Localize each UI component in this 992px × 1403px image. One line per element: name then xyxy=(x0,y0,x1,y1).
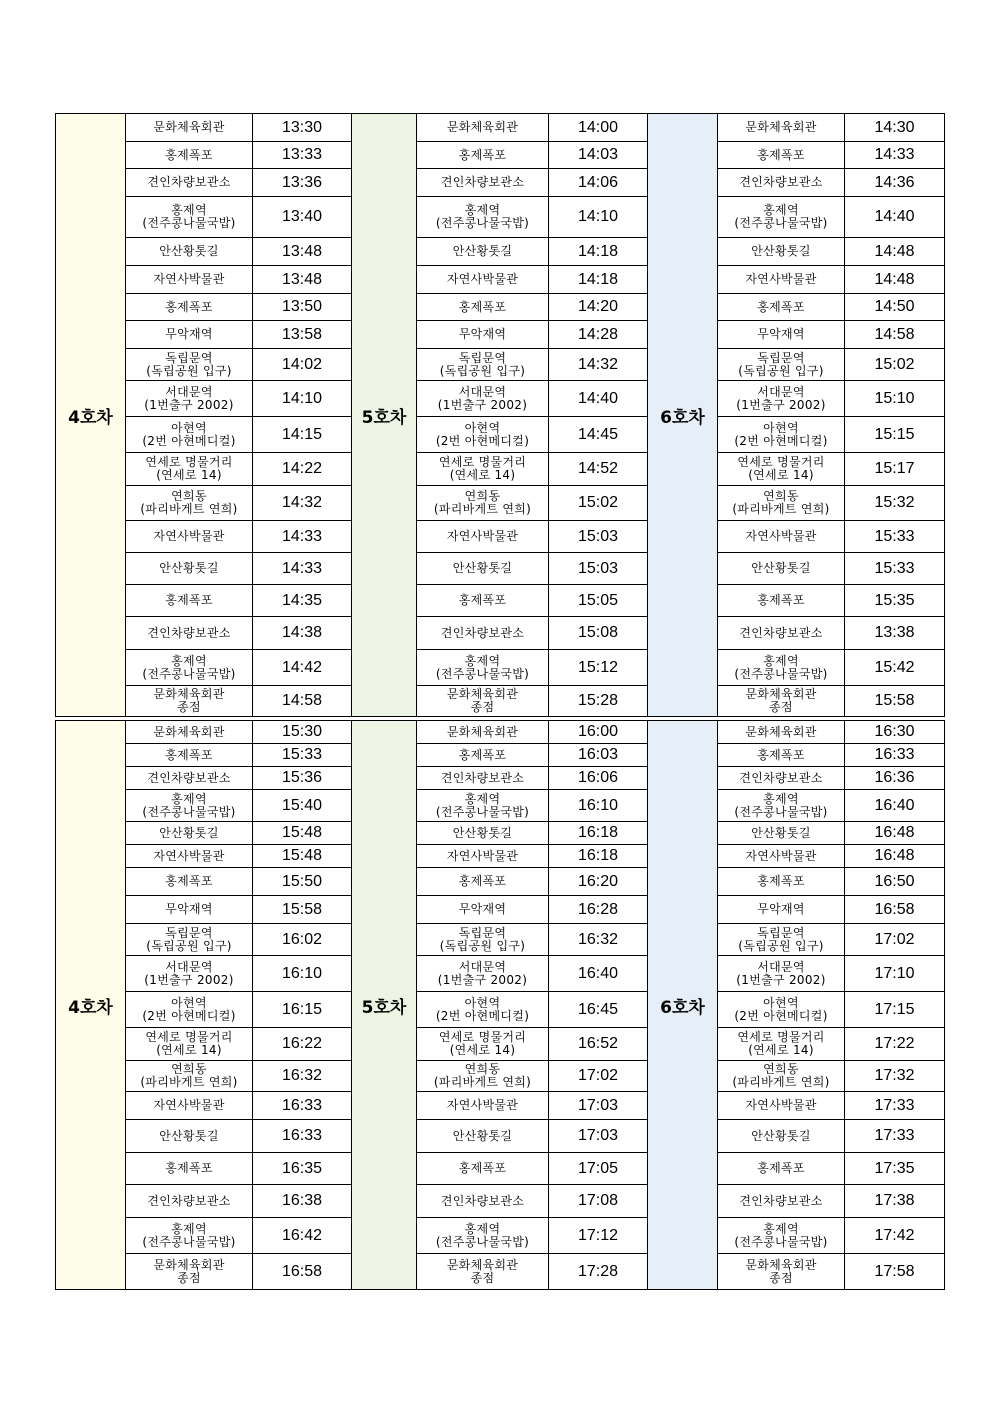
stop-name: 문화체육회관 xyxy=(126,114,253,142)
stop-name: 홍제역 (전주콩나물국밥) xyxy=(718,790,845,822)
stop-name: 홍제역 (전주콩나물국밥) xyxy=(417,1218,549,1254)
stop-name: 아현역 (2번 아현메디컬) xyxy=(718,992,845,1028)
table-row xyxy=(56,197,945,238)
departure-time: 15:32 xyxy=(845,486,945,521)
stop-name: 독립문역 (독립공원 입구) xyxy=(417,924,549,956)
departure-time: 16:00 xyxy=(549,721,648,744)
stop-name: 서대문역 (1번출구 2002) xyxy=(126,381,253,417)
stop-name: 독립문역 (독립공원 입구) xyxy=(126,349,253,381)
stop-name: 홍제역 (전주콩나물국밥) xyxy=(126,790,253,822)
departure-time: 17:15 xyxy=(845,992,945,1028)
departure-time: 16:03 xyxy=(549,744,648,767)
departure-time: 14:58 xyxy=(845,321,945,349)
table-row xyxy=(56,1153,945,1185)
stop-name: 무악재역 xyxy=(718,896,845,924)
stop-name: 자연사박물관 xyxy=(126,1092,253,1120)
departure-time: 15:02 xyxy=(845,349,945,381)
departure-time: 13:36 xyxy=(253,169,352,197)
stop-name: 자연사박물관 xyxy=(126,266,253,294)
stop-name: 무악재역 xyxy=(718,321,845,349)
stop-name: 연세로 명물거리 (연세로 14) xyxy=(718,1028,845,1061)
table-row xyxy=(56,349,945,381)
stop-name: 서대문역 (1번출구 2002) xyxy=(718,956,845,992)
stop-name: 안산황톳길 xyxy=(417,1120,549,1153)
departure-time: 17:03 xyxy=(549,1120,648,1153)
departure-time: 15:35 xyxy=(845,585,945,617)
table-row xyxy=(56,1254,945,1290)
departure-time: 17:02 xyxy=(549,1061,648,1092)
stop-name: 연희동 (파리바게트 연희) xyxy=(718,486,845,521)
departure-time: 13:30 xyxy=(253,114,352,142)
departure-time: 15:30 xyxy=(253,721,352,744)
stop-name: 자연사박물관 xyxy=(718,521,845,553)
stop-name: 문화체육회관 종점 xyxy=(417,686,549,717)
departure-time: 14:20 xyxy=(549,294,648,321)
table-row xyxy=(56,321,945,349)
departure-time: 14:40 xyxy=(845,197,945,238)
bus-label: 4호차 xyxy=(56,114,126,717)
departure-time: 16:52 xyxy=(549,1028,648,1061)
departure-time: 14:00 xyxy=(549,114,648,142)
departure-time: 16:58 xyxy=(253,1254,352,1290)
departure-time: 16:32 xyxy=(253,1061,352,1092)
stop-name: 독립문역 (독립공원 입구) xyxy=(126,924,253,956)
departure-time: 15:33 xyxy=(845,553,945,585)
departure-time: 16:38 xyxy=(253,1185,352,1218)
table-row xyxy=(56,553,945,585)
stop-name: 문화체육회관 종점 xyxy=(718,1254,845,1290)
stop-name: 견인차량보관소 xyxy=(417,1185,549,1218)
stop-name: 연세로 명물거리 (연세로 14) xyxy=(417,453,549,486)
departure-time: 17:03 xyxy=(549,1092,648,1120)
stop-name: 안산황톳길 xyxy=(126,238,253,266)
stop-name: 홍제역 (전주콩나물국밥) xyxy=(718,197,845,238)
stop-name: 서대문역 (1번출구 2002) xyxy=(718,381,845,417)
departure-time: 14:45 xyxy=(549,417,648,453)
stop-name: 아현역 (2번 아현메디컬) xyxy=(126,417,253,453)
departure-time: 13:38 xyxy=(845,617,945,650)
stop-name: 자연사박물관 xyxy=(417,521,549,553)
stop-name: 무악재역 xyxy=(417,896,549,924)
stop-name: 홍제폭포 xyxy=(718,294,845,321)
stop-name: 자연사박물관 xyxy=(417,1092,549,1120)
stop-name: 홍제폭포 xyxy=(718,744,845,767)
bus-label: 5호차 xyxy=(352,721,417,1290)
table-row xyxy=(56,169,945,197)
departure-time: 14:33 xyxy=(253,521,352,553)
stop-name: 안산황톳길 xyxy=(718,238,845,266)
table-row xyxy=(56,617,945,650)
stop-name: 홍제역 (전주콩나물국밥) xyxy=(718,1218,845,1254)
departure-time: 15:50 xyxy=(253,868,352,896)
stop-name: 안산황톳길 xyxy=(126,553,253,585)
departure-time: 17:32 xyxy=(845,1061,945,1092)
table-row xyxy=(56,650,945,686)
stop-name: 홍제역 (전주콩나물국밥) xyxy=(417,790,549,822)
stop-name: 안산황톳길 xyxy=(718,822,845,845)
departure-time: 17:08 xyxy=(549,1185,648,1218)
stop-name: 연세로 명물거리 (연세로 14) xyxy=(126,453,253,486)
departure-time: 13:50 xyxy=(253,294,352,321)
departure-time: 16:06 xyxy=(549,767,648,790)
departure-time: 14:48 xyxy=(845,266,945,294)
departure-time: 14:33 xyxy=(845,142,945,169)
table-row xyxy=(56,1028,945,1061)
stop-name: 견인차량보관소 xyxy=(126,1185,253,1218)
departure-time: 16:58 xyxy=(845,896,945,924)
stop-name: 안산황톳길 xyxy=(126,1120,253,1153)
stop-name: 안산황톳길 xyxy=(126,822,253,845)
departure-time: 14:18 xyxy=(549,266,648,294)
departure-time: 16:33 xyxy=(845,744,945,767)
table-row xyxy=(56,381,945,417)
departure-time: 17:05 xyxy=(549,1153,648,1185)
stop-name: 견인차량보관소 xyxy=(417,767,549,790)
departure-time: 14:48 xyxy=(845,238,945,266)
departure-time: 14:35 xyxy=(253,585,352,617)
departure-time: 15:15 xyxy=(845,417,945,453)
departure-time: 15:48 xyxy=(253,822,352,845)
bus-label: 5호차 xyxy=(352,114,417,717)
departure-time: 15:10 xyxy=(845,381,945,417)
stop-name: 아현역 (2번 아현메디컬) xyxy=(126,992,253,1028)
stop-name: 무악재역 xyxy=(417,321,549,349)
stop-name: 자연사박물관 xyxy=(718,1092,845,1120)
stop-name: 안산황톳길 xyxy=(417,822,549,845)
departure-time: 16:18 xyxy=(549,822,648,845)
departure-time: 17:10 xyxy=(845,956,945,992)
departure-time: 16:45 xyxy=(549,992,648,1028)
departure-time: 17:35 xyxy=(845,1153,945,1185)
departure-time: 14:38 xyxy=(253,617,352,650)
departure-time: 14:36 xyxy=(845,169,945,197)
stop-name: 견인차량보관소 xyxy=(126,169,253,197)
table-row xyxy=(56,1120,945,1153)
departure-time: 17:28 xyxy=(549,1254,648,1290)
table-row xyxy=(56,1218,945,1254)
departure-time: 15:58 xyxy=(253,896,352,924)
stop-name: 홍제역 (전주콩나물국밥) xyxy=(718,650,845,686)
stop-name: 문화체육회관 종점 xyxy=(718,686,845,717)
stop-name: 연세로 명물거리 (연세로 14) xyxy=(718,453,845,486)
departure-time: 17:22 xyxy=(845,1028,945,1061)
stop-name: 아현역 (2번 아현메디컬) xyxy=(417,992,549,1028)
stop-name: 홍제폭포 xyxy=(718,585,845,617)
stop-name: 홍제폭포 xyxy=(718,142,845,169)
stop-name: 홍제폭포 xyxy=(718,1153,845,1185)
table-row xyxy=(56,822,945,845)
departure-time: 16:18 xyxy=(549,845,648,868)
stop-name: 문화체육회관 xyxy=(417,721,549,744)
stop-name: 견인차량보관소 xyxy=(718,617,845,650)
table-row xyxy=(56,142,945,169)
departure-time: 13:48 xyxy=(253,266,352,294)
departure-time: 14:28 xyxy=(549,321,648,349)
stop-name: 홍제폭포 xyxy=(126,744,253,767)
departure-time: 16:40 xyxy=(845,790,945,822)
departure-time: 14:10 xyxy=(253,381,352,417)
table-row xyxy=(56,238,945,266)
departure-time: 17:12 xyxy=(549,1218,648,1254)
stop-name: 홍제역 (전주콩나물국밥) xyxy=(126,650,253,686)
stop-name: 홍제폭포 xyxy=(417,142,549,169)
table-row xyxy=(56,521,945,553)
stop-name: 서대문역 (1번출구 2002) xyxy=(417,381,549,417)
departure-time: 15:05 xyxy=(549,585,648,617)
stop-name: 홍제폭포 xyxy=(126,1153,253,1185)
departure-time: 14:32 xyxy=(549,349,648,381)
departure-time: 16:33 xyxy=(253,1120,352,1153)
departure-time: 17:33 xyxy=(845,1092,945,1120)
stop-name: 홍제폭포 xyxy=(417,868,549,896)
departure-time: 13:48 xyxy=(253,238,352,266)
departure-time: 16:20 xyxy=(549,868,648,896)
schedule-table-2 xyxy=(55,720,945,1290)
stop-name: 문화체육회관 종점 xyxy=(126,686,253,717)
departure-time: 15:17 xyxy=(845,453,945,486)
departure-time: 16:28 xyxy=(549,896,648,924)
departure-time: 16:33 xyxy=(253,1092,352,1120)
stop-name: 자연사박물관 xyxy=(126,521,253,553)
departure-time: 15:28 xyxy=(549,686,648,717)
stop-name: 견인차량보관소 xyxy=(718,169,845,197)
table-row xyxy=(56,744,945,767)
departure-time: 13:40 xyxy=(253,197,352,238)
table-row xyxy=(56,114,945,142)
departure-time: 14:32 xyxy=(253,486,352,521)
table-row xyxy=(56,924,945,956)
stop-name: 독립문역 (독립공원 입구) xyxy=(718,924,845,956)
departure-time: 16:32 xyxy=(549,924,648,956)
stop-name: 홍제폭포 xyxy=(126,142,253,169)
departure-time: 16:50 xyxy=(845,868,945,896)
stop-name: 견인차량보관소 xyxy=(417,617,549,650)
stop-name: 안산황톳길 xyxy=(417,553,549,585)
departure-time: 15:08 xyxy=(549,617,648,650)
stop-name: 문화체육회관 xyxy=(126,721,253,744)
table-row xyxy=(56,790,945,822)
departure-time: 14:50 xyxy=(845,294,945,321)
stop-name: 홍제역 (전주콩나물국밥) xyxy=(417,650,549,686)
stop-name: 견인차량보관소 xyxy=(718,767,845,790)
departure-time: 15:12 xyxy=(549,650,648,686)
departure-time: 17:38 xyxy=(845,1185,945,1218)
departure-time: 16:02 xyxy=(253,924,352,956)
departure-time: 15:36 xyxy=(253,767,352,790)
stop-name: 문화체육회관 xyxy=(718,114,845,142)
departure-time: 14:30 xyxy=(845,114,945,142)
table-row xyxy=(56,1092,945,1120)
table-row xyxy=(56,896,945,924)
departure-time: 15:58 xyxy=(845,686,945,717)
departure-time: 14:06 xyxy=(549,169,648,197)
schedule-table-1 xyxy=(55,113,945,717)
departure-time: 14:42 xyxy=(253,650,352,686)
stop-name: 홍제폭포 xyxy=(126,294,253,321)
stop-name: 무악재역 xyxy=(126,896,253,924)
departure-time: 16:35 xyxy=(253,1153,352,1185)
stop-name: 홍제폭포 xyxy=(417,1153,549,1185)
stop-name: 문화체육회관 종점 xyxy=(126,1254,253,1290)
stop-name: 연희동 (파리바게트 연희) xyxy=(126,486,253,521)
stop-name: 홍제폭포 xyxy=(417,294,549,321)
departure-time: 17:02 xyxy=(845,924,945,956)
stop-name: 독립문역 (독립공원 입구) xyxy=(718,349,845,381)
table-row xyxy=(56,956,945,992)
stop-name: 홍제폭포 xyxy=(417,585,549,617)
table-row xyxy=(56,767,945,790)
stop-name: 자연사박물관 xyxy=(718,266,845,294)
stop-name: 홍제폭포 xyxy=(126,868,253,896)
stop-name: 자연사박물관 xyxy=(417,266,549,294)
stop-name: 연세로 명물거리 (연세로 14) xyxy=(126,1028,253,1061)
stop-name: 문화체육회관 xyxy=(417,114,549,142)
table-row xyxy=(56,721,945,744)
table-row xyxy=(56,868,945,896)
departure-time: 16:48 xyxy=(845,822,945,845)
departure-time: 14:15 xyxy=(253,417,352,453)
departure-time: 14:40 xyxy=(549,381,648,417)
departure-time: 16:40 xyxy=(549,956,648,992)
stop-name: 안산황톳길 xyxy=(718,1120,845,1153)
departure-time: 16:48 xyxy=(845,845,945,868)
departure-time: 16:10 xyxy=(253,956,352,992)
stop-name: 연세로 명물거리 (연세로 14) xyxy=(417,1028,549,1061)
stop-name: 홍제폭포 xyxy=(718,868,845,896)
table-row xyxy=(56,1061,945,1092)
departure-time: 17:42 xyxy=(845,1218,945,1254)
departure-time: 13:58 xyxy=(253,321,352,349)
stop-name: 홍제역 (전주콩나물국밥) xyxy=(126,1218,253,1254)
departure-time: 16:36 xyxy=(845,767,945,790)
departure-time: 14:58 xyxy=(253,686,352,717)
departure-time: 16:10 xyxy=(549,790,648,822)
stop-name: 연희동 (파리바게트 연희) xyxy=(417,1061,549,1092)
stop-name: 안산황톳길 xyxy=(417,238,549,266)
departure-time: 13:33 xyxy=(253,142,352,169)
stop-name: 홍제폭포 xyxy=(126,585,253,617)
departure-time: 14:03 xyxy=(549,142,648,169)
table-row xyxy=(56,266,945,294)
departure-time: 16:42 xyxy=(253,1218,352,1254)
departure-time: 14:22 xyxy=(253,453,352,486)
departure-time: 15:40 xyxy=(253,790,352,822)
departure-time: 15:48 xyxy=(253,845,352,868)
stop-name: 독립문역 (독립공원 입구) xyxy=(417,349,549,381)
stop-name: 아현역 (2번 아현메디컬) xyxy=(718,417,845,453)
departure-time: 16:30 xyxy=(845,721,945,744)
table-row xyxy=(56,992,945,1028)
departure-time: 14:18 xyxy=(549,238,648,266)
table-row xyxy=(56,486,945,521)
stop-name: 연희동 (파리바게트 연희) xyxy=(417,486,549,521)
stop-name: 홍제폭포 xyxy=(417,744,549,767)
table-row xyxy=(56,1185,945,1218)
stop-name: 견인차량보관소 xyxy=(126,767,253,790)
stop-name: 홍제역 (전주콩나물국밥) xyxy=(126,197,253,238)
departure-time: 14:33 xyxy=(253,553,352,585)
stop-name: 서대문역 (1번출구 2002) xyxy=(417,956,549,992)
departure-time: 15:42 xyxy=(845,650,945,686)
stop-name: 아현역 (2번 아현메디컬) xyxy=(417,417,549,453)
stop-name: 자연사박물관 xyxy=(718,845,845,868)
bus-label: 6호차 xyxy=(648,721,718,1290)
departure-time: 16:15 xyxy=(253,992,352,1028)
departure-time: 14:02 xyxy=(253,349,352,381)
stop-name: 문화체육회관 종점 xyxy=(417,1254,549,1290)
table-row xyxy=(56,417,945,453)
departure-time: 15:02 xyxy=(549,486,648,521)
departure-time: 17:33 xyxy=(845,1120,945,1153)
departure-time: 14:10 xyxy=(549,197,648,238)
stop-name: 연희동 (파리바게트 연희) xyxy=(718,1061,845,1092)
departure-time: 16:22 xyxy=(253,1028,352,1061)
departure-time: 15:33 xyxy=(253,744,352,767)
stop-name: 안산황톳길 xyxy=(718,553,845,585)
stop-name: 연희동 (파리바게트 연희) xyxy=(126,1061,253,1092)
bus-label: 4호차 xyxy=(56,721,126,1290)
departure-time: 15:03 xyxy=(549,553,648,585)
stop-name: 자연사박물관 xyxy=(417,845,549,868)
stop-name: 견인차량보관소 xyxy=(126,617,253,650)
stop-name: 견인차량보관소 xyxy=(417,169,549,197)
stop-name: 홍제역 (전주콩나물국밥) xyxy=(417,197,549,238)
table-row xyxy=(56,845,945,868)
stop-name: 무악재역 xyxy=(126,321,253,349)
departure-time: 15:33 xyxy=(845,521,945,553)
table-row xyxy=(56,294,945,321)
table-row xyxy=(56,585,945,617)
table-row xyxy=(56,686,945,717)
table-row xyxy=(56,453,945,486)
stop-name: 문화체육회관 xyxy=(718,721,845,744)
stop-name: 견인차량보관소 xyxy=(718,1185,845,1218)
stop-name: 자연사박물관 xyxy=(126,845,253,868)
bus-label: 6호차 xyxy=(648,114,718,717)
stop-name: 서대문역 (1번출구 2002) xyxy=(126,956,253,992)
departure-time: 15:03 xyxy=(549,521,648,553)
departure-time: 14:52 xyxy=(549,453,648,486)
departure-time: 17:58 xyxy=(845,1254,945,1290)
